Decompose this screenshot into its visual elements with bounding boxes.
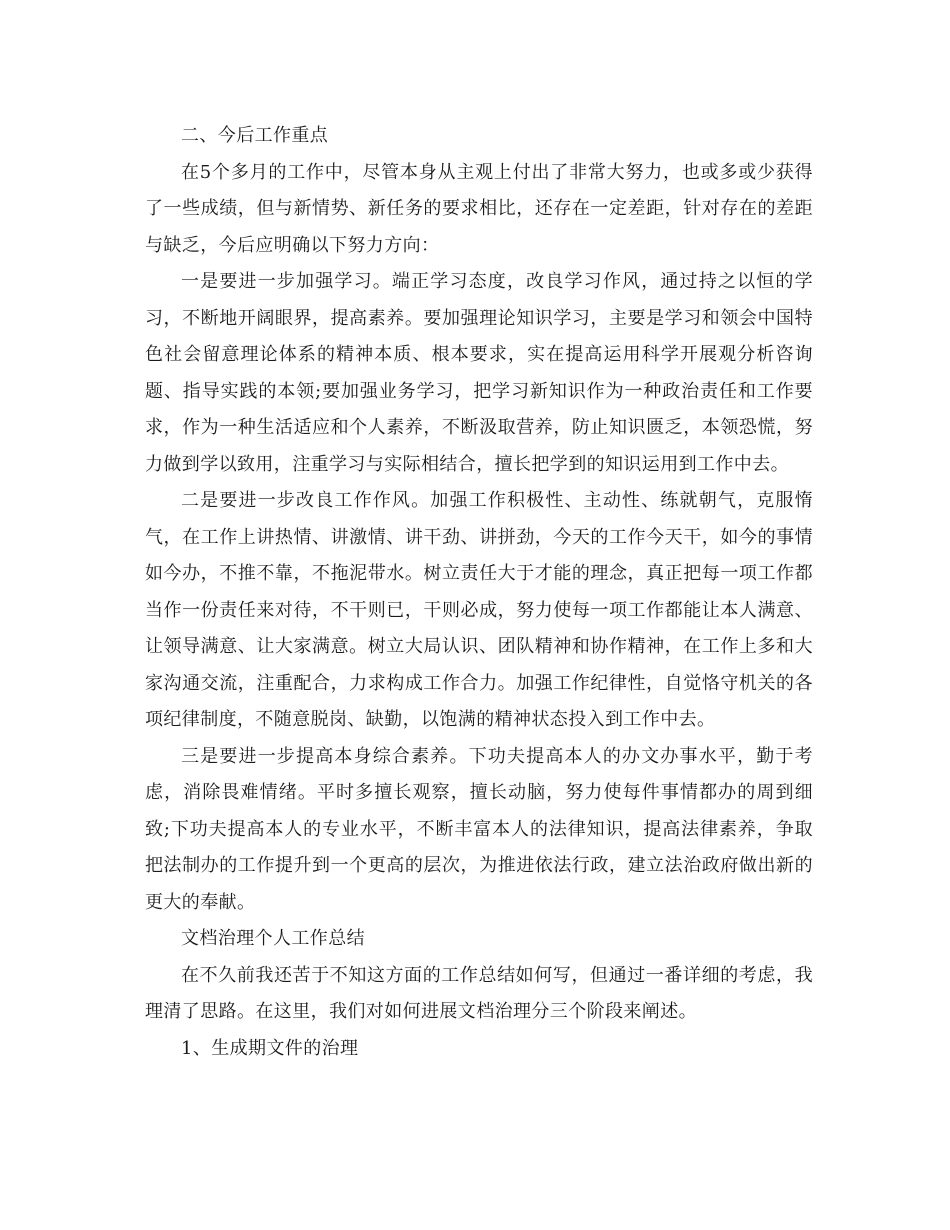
paragraph-study: 一是要进一步加强学习。端正学习态度，改良学习作风，通过持之以恒的学习，不断地开阔眼界，提高素养。要加强理论知识学习，主要是学习和领会中国特色社会留意理论体系的精神本质、根本要求，实在提高运用科学开展观分析咨询题、指导实践的本领;要加强业务学习，把学习新知识作为一种政治责任和工作要求，作为一种生活适应和个人素养，不断汲取营养，防止知识匮乏，本领恐慌，努力做到学以致用，注重学习与实际相结合，擅长把学到的知识运用到工作中去。 xyxy=(145,271,813,475)
subheading-generation-phase: 1、生成期文件的治理 xyxy=(181,1037,359,1059)
section-heading-document-management: 文档治理个人工作总结 xyxy=(181,928,365,949)
paragraph-quality: 三是要进一步提高本身综合素养。下功夫提高本人的办文办事水平，勤于考虑，消除畏难情绪。平时多擅长观察，擅长动脑，努力使每件事情都办的周到细致;下功夫提高本人的专业水平，不断丰富本人的法律知识，提高法律素养，争取把法制办的工作提升到一个更高的层次，为推进依法行政，建立法治政府做出新的更大的奉献。 xyxy=(145,745,813,913)
section-heading-future-work: 二、今后工作重点 xyxy=(181,125,329,146)
paragraph-intro: 在5个多月的工作中，尽管本身从主观上付出了非常大努力，也或多或少获得了一些成绩，但与新情势、新任务的要求相比，还存在一定差距，针对存在的差距与缺乏，今后应明确以下努力方向： xyxy=(145,161,813,256)
document-body xyxy=(145,118,813,1067)
paragraph-document-intro: 在不久前我还苦于不知这方面的工作总结如何写，但通过一番详细的考虑，我理清了思路。在这里，我们对如何进展文档治理分三个阶段来阐述。 xyxy=(145,964,813,1022)
paragraph-work-style: 二是要进一步改良工作作风。加强工作积极性、主动性、练就朝气，克服惰气，在工作上讲热情、讲激情、讲干劲、讲拼劲，今天的工作今天干，如今的事情如今办，不推不靠，不拖泥带水。树立责任大于才能的理念，真正把每一项工作都当作一份责任来对待，不干则已，干则必成，努力使每一项工作都能让本人满意、让领导满意、让大家满意。树立大局认识、团队精神和协作精神，在工作上多和大家沟通交流，注重配合，力求构成工作合力。加强工作纪律性，自觉恪守机关的各项纪律制度，不随意脱岗、缺勤，以饱满的精神状态投入到工作中去。 xyxy=(145,490,813,730)
